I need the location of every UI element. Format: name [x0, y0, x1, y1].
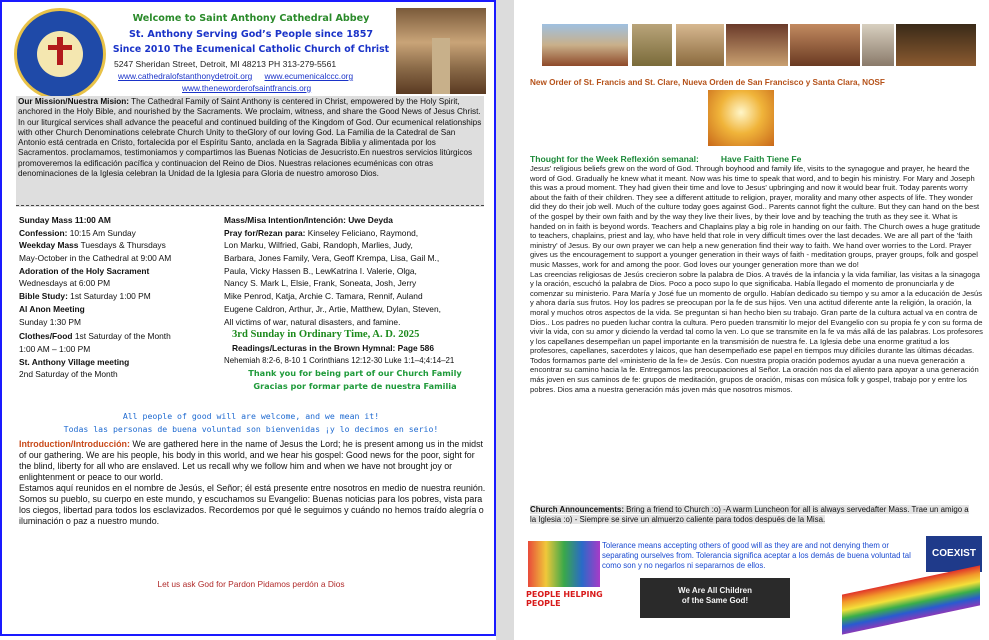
- website-link-cathedral[interactable]: www.cathedralofstanthonydetroit.org: [118, 71, 253, 81]
- thought-heading: [530, 154, 801, 164]
- mission-label: Our Mission/Nuestra Mision:: [18, 97, 129, 106]
- prayer-row: Nancy S. Mark L, Elsie, Frank, Soneata, Josh, Jerry: [224, 278, 417, 289]
- readings-citations: Nehemiah 8:2-6, 8-10 1 Corinthians 12:12-30 Luke 1:1–4;4:14–21: [224, 355, 455, 365]
- thought-label: Thought for the Week Reflexión semanal:: [530, 154, 699, 164]
- tolerance-text: Tolerance means accepting others of good will as they are and not denying them or separating ourselves from. Tolerancia significa aceptar a los demás de buena voluntad tal como son y no negarlos ni separarnos de ellos.: [602, 541, 911, 570]
- reflection-spanish: Las creencias religiosas de Jesús crecieron sobre la palabra de Dios. A través de la infancia y la vida familiar, las visitas a la sinagoga y la oración, escuchó la palabra de Dios. Poco a poco supo lo que significaba. Había llegado el momento de pronunciarla y de comenzar su ministerio. Para María y José fue un momento de orgullo. Habían dedicado su tiempo y su amor a la educación de Jesús y ahora daría sus frutos. Hoy los padres se preocupan por la fe de sus hijos. Ven una actitud diferente ante la religión, la oración, la moral y muchos otros aspectos de la vida. Se preguntan si han hecho bien su trabajo. Gran parte de la cultura actual va en contra de Dios.. Los padres no pueden luchar contra la cultura. Pero pueden transmitir lo mejor del Evangelio con su propia fe y con su forma de vivir la vida, con su amor y diciendo la verdad tal como la ven. Lo que se transmite en la fe va más allá de las palabras. Los profesores y los capellanes desempeñan un papel importante en la transmisión de nuestra fe. La Iglesia debe una enorme gratitud a los profesores, capellanes, sacerdotes y laicos, que han desempeñado ese papel en tiempos muy difíciles durante las últimas décadas. Todos formamos parte del «ministerio de la fe» de Jesús. Con nuestra propia oración podemos ayudar a una nueva generación a encontrar su camino hacia la fe. Entregamos las preocupaciones al Señor. La oración nos da el aliento para apoyar a una generación más joven en sus caminos de fe: grupos de meditación, grupos de oración, misas con música folk y gospel, trabajo por y entre los pobres. Dios ama a nuestra generación más joven más que nosotros mismos.: [530, 269, 983, 394]
- statue-photo: [862, 24, 894, 66]
- thanks-spanish: Gracias por formar parte de nuestra Familia: [253, 380, 457, 391]
- website-link-ecumenical[interactable]: www.ecumenicalccc.org: [264, 71, 354, 81]
- website-link-new-order[interactable]: www.theneworderofsaintfrancis.org: [182, 83, 312, 93]
- prayer-row: Barbara, Jones Family, Vera, Geoff Krempa, Lisa, Gail M.,: [224, 253, 440, 264]
- schedule-left-column: [19, 214, 224, 381]
- ecumenical-heading: Since 2010 The Ecumenical Catholic Church of Christ: [112, 44, 390, 55]
- schedule-row: Adoration of the Holy Sacrament: [19, 265, 150, 276]
- welcome-english: All people of good will are welcome, and we mean it!: [122, 411, 380, 421]
- welcome-spanish: Todas las personas de buena voluntad son bienvenidas ¡y lo decimos en serio!: [63, 424, 439, 434]
- schedule-row: Sunday 1:30 PM: [19, 316, 81, 327]
- reflection-english: Jesus' religious beliefs grew on the word of God. Through boyhood and family life, visits to the synagogue and prayer, he heard the word of God. Gradually he knew what it meant. Now was his time to speak that word, and to begin his ministry. For Mary and Joseph this was a proud moment. They had given their time and love to Jesus' upbringing and now it would bear fruit. Today parents worry about the faith of their children. They see a different attitude to religion, prayer, morality and many other aspects of life. They wonder did they do their job well. Much of the culture today goes against God.. Parents cannot fight the culture. But they can hand on the best of the gospel by their own faith and by the way they live their lives, by their love and by teaching the truth as they see it. What is handed on in faith is beyond words. Teachers and Chaplains play a big role in handing on our faith. The Church owes a huge gratitude to teachers, chaplains, priest and lay, who have held that role in very difficult times over the last decades. We are all part of the 'faith ministry' of Jesus. By our own prayer we can help a new generation find their way to faith. We hand over worries to the Lord. Prayer gives us the encouragement to support a younger generation in their ways of faith - meditation groups, prayer groups, folk and gospel music Masses, work for and among the poor. God loves our younger generation more than we do!: [530, 164, 981, 269]
- church-seal-logo: [14, 8, 106, 100]
- page-gutter: [496, 0, 514, 640]
- right-page: [514, 0, 989, 640]
- introduction-label: Introduction/Introducción:: [19, 439, 130, 449]
- sunday-title: 3rd Sunday in Ordinary Time, A. D. 2025: [232, 329, 420, 341]
- cathedral-interior-photo: [396, 8, 486, 94]
- serving-heading: St. Anthony Serving God’s People since 1857: [128, 29, 374, 40]
- coexist-logo: COEXIST: [926, 536, 982, 572]
- children-banner-line2: of the Same God!: [681, 596, 749, 605]
- children-of-god-banner: [640, 578, 790, 618]
- saint-francis-painting: [790, 24, 860, 66]
- schedule-row: St. Anthony Village meeting: [19, 356, 130, 367]
- people-helping-people-logo: PEOPLE HELPING PEOPLE: [526, 590, 603, 608]
- schedule-row: Confession: 10:15 Am Sunday: [19, 227, 136, 238]
- introduction-spanish: Estamos aquí reunidos en el nombre de Jesús, el Señor; él está presente entre nosotros en medio de nuestra reunión. Somos su pueblo, su cuerpo en este mundo, y escuchamos su Evangelio: Buenas noticias para los pobres, vista para los ciegos, libertad para todos los esclavizados. Recordemos por qué le seguimos y cuándo no hemos traído alegría o iluminación o paz a nuestro mundo.: [19, 483, 486, 526]
- pardon-line: Let us ask God for Pardon Pidamos perdón a Dios: [157, 579, 345, 589]
- prayer-row: Paula, Vicky Hassen B., LewKatrina I. Valerie, Olga,: [224, 265, 417, 276]
- monk-painting: [896, 24, 976, 66]
- church-announcements: [530, 505, 970, 525]
- reflection-text: [530, 164, 984, 394]
- mission-text: The Cathedral Family of Saint Anthony is centered in Christ, empowered by the Holy Spirit, anchored in the Holy Bible, and nourished by the Sacraments. We proclaim, witness, and share the Good News of Jesus Christ. In our liturgical services shall advance the peaceful and continued building of the Kingdom of God. Our ecumenical relationships with other Church Denominations celebrate Church Unity to theGlory of our loving God. La Familia de la Catedral de San Antonio está centrada en Cristo, fortalecida por el Espíritu Santo, anclada en la Sagrada Biblia y alimentada por los Sacramentos. proclamamos, testimoniamos y compartimos las Buenas Noticias de Jesucristo.En nuestros servicios litúrgicos promoveremos la edificación pacífica y continuacion del Reino de Dios. Nuestras relaciones ecuménicas con otras denominaciones de la Iglesia celebran la Unidad de la Iglesia para Gloria de nuestro amoroso Dios.: [18, 97, 482, 179]
- prayer-row: All victims of war, natural disasters, and famine.: [224, 316, 401, 327]
- schedule-row: Sunday Mass 11:00 AM: [19, 215, 111, 225]
- announcements-label: Church Announcements:: [530, 505, 624, 514]
- announcements-text: Bring a friend to Church :o) -A warm Luncheon for all is always servedafter Mass. Trae un amigo a la Iglesia :o) - Siempre se sirve un almuerzo caliente para todos después de la Misa.: [530, 505, 969, 525]
- schedule-row: May-October in the Cathedral at 9:00 AM: [19, 253, 172, 264]
- website-links: [118, 71, 363, 81]
- order-title: New Order of St. Francis and St. Clare, Nueva Orden de San Francisco y Santa Clara, NOSF: [530, 78, 885, 87]
- thanks-english: Thank you for being part of our Church Family: [248, 368, 462, 379]
- introduction: [19, 439, 487, 527]
- welcome-heading: Welcome to Saint Anthony Cathedral Abbey: [132, 13, 370, 24]
- saint-clare-painting: [726, 24, 788, 66]
- left-page: [0, 0, 496, 636]
- schedule-row: Weekday Mass Tuesdays & Thursdays: [19, 240, 166, 251]
- schedule-row: Al Anon Meeting: [19, 303, 85, 314]
- section-divider: [16, 205, 484, 206]
- introduction-english: Introduction/Introducción: We are gathered here in the name of Jesus the Lord; he is present among us in the midst of our gathering. We are his people, his body in this world, and we hear his gospel: Good news for the poor, sight for the blind, liberty for all who are enslaved. Let us recall why we follow him and when we have not brought joy or enlightenment or peace to our world.: [19, 439, 483, 482]
- readings-label: Readings/Lecturas in the Brown Hymnal: Page 586: [232, 342, 434, 353]
- children-unity-image: [528, 541, 600, 587]
- schedule-row: Clothes/Food 1st Saturday of the Month: [19, 331, 171, 342]
- schedule-row: Bible Study: 1st Saturday 1:00 PM: [19, 291, 151, 302]
- mission-statement: [16, 96, 484, 207]
- saint-painting-photo: [676, 24, 724, 66]
- thought-theme: Have Faith Tiene Fe: [720, 154, 802, 164]
- prayer-row: Eugene Caldron, Arthur, Jr., Artie, Matthew, Dylan, Steven,: [224, 303, 441, 314]
- children-banner-line1: We Are All Children: [678, 586, 752, 595]
- schedule-row: Wednesdays at 6:00 PM: [19, 278, 111, 289]
- prayer-row: Pray for/Rezan para: Kinseley Feliciano, Raymond,: [224, 227, 419, 238]
- schedule-row: 1:00 AM – 1:00 PM: [19, 343, 91, 354]
- prayer-row: Mike Penrod, Katja, Archie C. Tamara, Rennif, Auland: [224, 291, 423, 302]
- basilica-photo: [542, 24, 628, 66]
- rainbow-flag-image: [842, 565, 980, 634]
- saint-statue-photo: [632, 24, 672, 66]
- schedule-right-column: [224, 214, 486, 393]
- prayer-row: Lon Marku, Wilfried, Gabi, Randoph, Marlies, Judy,: [224, 240, 413, 251]
- intention-row: Mass/Misa Intention/Intención: Uwe Deyda: [224, 215, 393, 225]
- church-address: 5247 Sheridan Street, Detroit, MI 48213 PH 313-279-5561: [114, 59, 337, 69]
- schedule-row: 2nd Saturday of the Month: [19, 369, 118, 380]
- praying-hands-image: [708, 90, 774, 146]
